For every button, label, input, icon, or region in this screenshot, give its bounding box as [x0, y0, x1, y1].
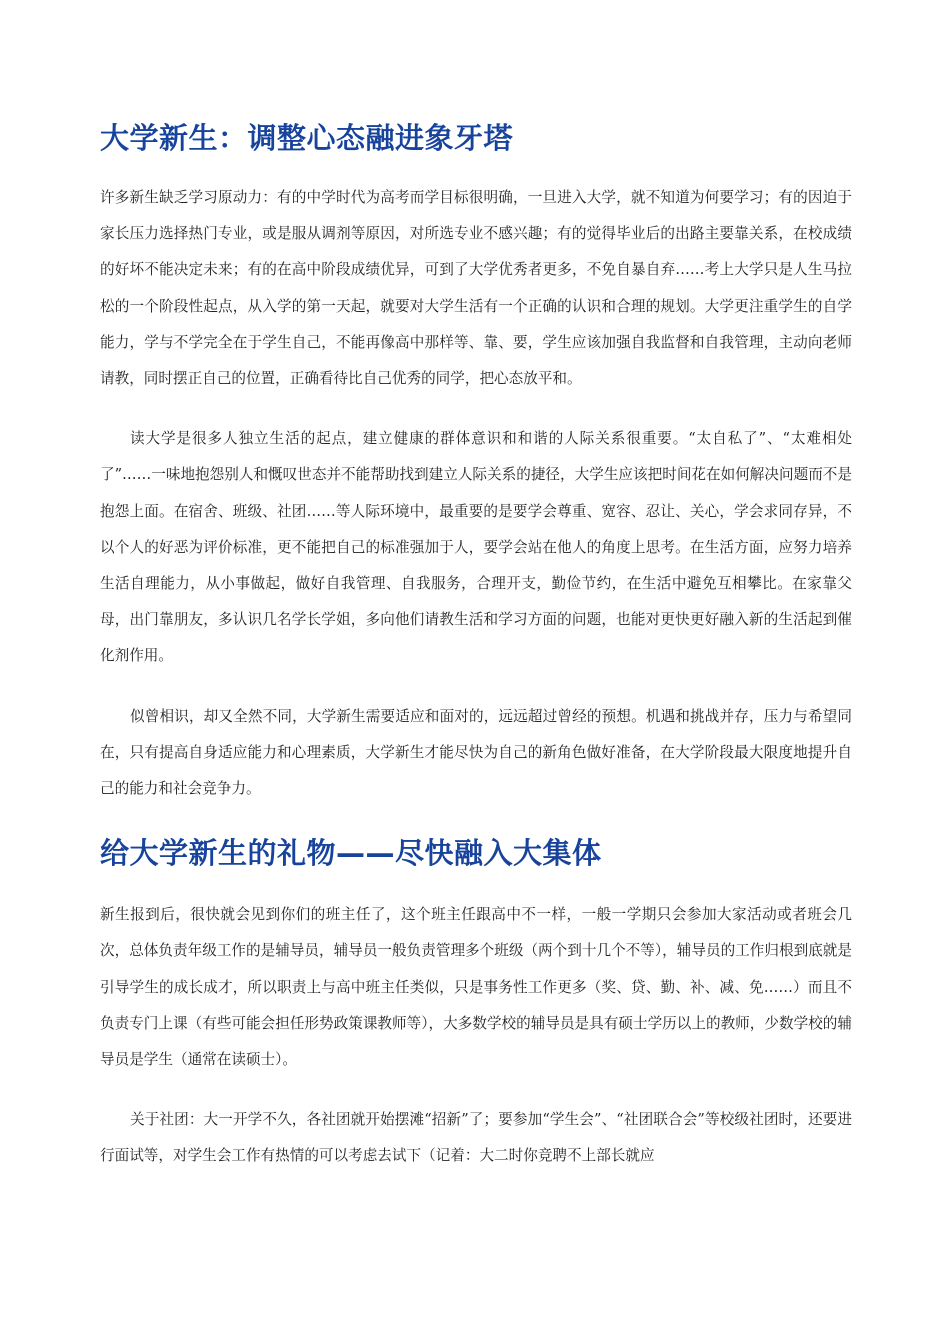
section-title: 大学新生：调整心态融进象牙塔 [100, 121, 514, 155]
section-title: 给大学新生的礼物——尽快融入大集体 [100, 836, 602, 871]
document-page [100, 112, 852, 1199]
section-join-collective [100, 827, 852, 1174]
paragraph: 新生报到后，很快就会见到你们的班主任了，这个班主任跟高中不一样，一般一学期只会参加大家活动或者班会几次，总体负责年级工作的是辅导员，辅导员一般负责管理多个班级（两个到十几个不等），辅导员的工作归根到底就是引导学生的成长成才，所以职责上与高中班主任类似，只是事务性工作更多（奖、贷、勤、补、减、免……）而且不负责专门上课（有些可能会担任形势政策课教师等），大多数学校的辅导员是具有硕士学历以上的教师，少数学校的辅导员是学生（通常在读硕士）。 [100, 906, 852, 1069]
paragraph: 关于社团：大一开学不久，各社团就开始摆滩“招新”了；要参加“学生会”、“社团联合会”等校级社团时，还要进行面试等，对学生会工作有热情的可以考虑去试下（记着：大二时你竞聘不上部长就应 [100, 1111, 852, 1165]
section-adjust-mindset [100, 112, 852, 807]
paragraph: 似曾相识，却又全然不同，大学新生需要适应和面对的，远远超过曾经的预想。机遇和挑战并存，压力与希望同在，只有提高自身适应能力和心理素质，大学新生才能尽快为自己的新角色做好准备，在大学阶段最大限度地提升自己的能力和社会竞争力。 [100, 707, 852, 798]
paragraph: 读大学是很多人独立生活的起点，建立健康的群体意识和和谐的人际关系很重要。“太自私了”、“太难相处了”……一味地抱怨别人和慨叹世态并不能帮助找到建立人际关系的捷径，大学生应该把时间花在如何解决问题而不是抱怨上面。在宿舍、班级、社团……等人际环境中，最重要的是要学会尊重、宽容、忍让、关心，学会求同存异，不以个人的好恶为评价标准，更不能把自己的标准强加于人，要学会站在他人的角度上思考。在生活方面，应努力培养生活自理能力，从小事做起，做好自我管理、自我服务，合理开支，勤俭节约，在生活中避免互相攀比。在家靠父母，出门靠朋友，多认识几名学长学姐，多向他们请教生活和学习方面的问题，也能对更快更好融入新的生活起到催化剂作用。 [100, 430, 852, 665]
paragraph: 许多新生缺乏学习原动力：有的中学时代为高考而学目标很明确，一旦进入大学，就不知道为何要学习；有的因迫于家长压力选择热门专业，或是服从调剂等原因，对所选专业不感兴趣；有的觉得毕业后的出路主要靠关系，在校成绩的好坏不能决定未来；有的在高中阶段成绩优异，可到了大学优秀者更多，不免自暴自弃……考上大学只是人生马拉松的一个阶段性起点，从入学的第一天起，就要对大学生活有一个正确的认识和合理的规划。大学更注重学生的自学能力，学与不学完全在于学生自己，不能再像高中那样等、靠、要，学生应该加强自我监督和自我管理，主动向老师请教，同时摆正自己的位置，正确看待比自己优秀的同学，把心态放平和。 [100, 189, 852, 388]
